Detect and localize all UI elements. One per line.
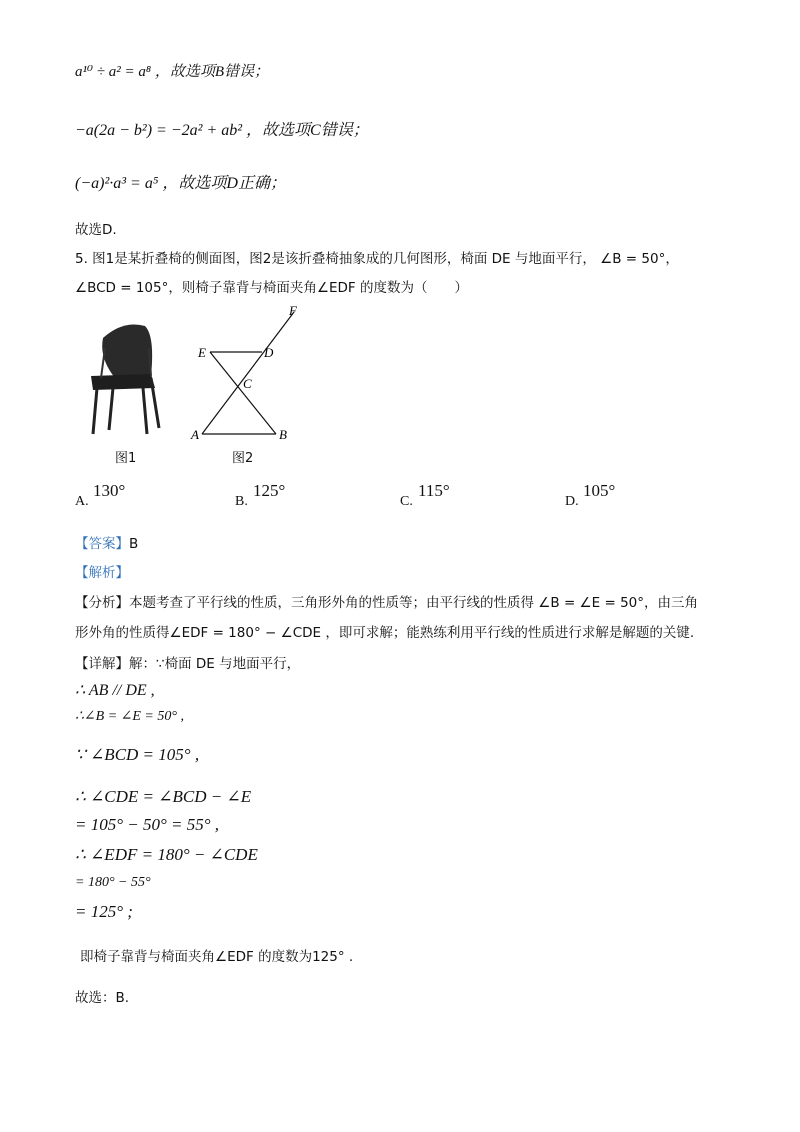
option-b-value: 125°	[253, 481, 286, 500]
detail-step-2: ∴∠B = ∠E = 50° ,	[75, 709, 184, 724]
geometry-diagram	[190, 300, 310, 445]
answer-line	[75, 532, 138, 552]
detail-step-1: ∴ AB // DE ,	[75, 682, 155, 699]
detail-step-6: ∴ ∠EDF = 180° − ∠CDE	[75, 845, 258, 864]
option-a-letter: A.	[75, 494, 89, 509]
answer-tag: 【答案】	[75, 536, 129, 552]
option-d-letter: D.	[565, 494, 579, 509]
detail-step-3: ∵ ∠BCD = 105° ,	[75, 745, 200, 764]
detail-conclusion: 即椅子靠背与椅面夹角∠EDF 的度数为125° .	[80, 949, 354, 965]
option-d-value: 105°	[583, 481, 616, 500]
prev-line-c: −a(2a − b²) = −2a² + ab² ，故选项C错误；	[75, 122, 369, 139]
detail-line-1: 【详解】解：∵椅面 DE 与地面平行，	[75, 656, 301, 672]
analysis-line-2: 形外角的性质得∠EDF = 180° − ∠CDE ，即可求解；能熟练利用平行线的性质进行求解是解题的关键.	[75, 625, 695, 641]
option-c-value: 115°	[418, 481, 450, 500]
caption-figure-1: 图1	[115, 451, 137, 466]
label-d: D	[264, 345, 274, 360]
detail-final: 故选：B.	[75, 990, 130, 1006]
prev-choice: 故选D.	[75, 222, 117, 238]
detail-step-8: = 125° ;	[75, 902, 133, 921]
label-e: E	[198, 345, 206, 360]
prev-line-d: (−a)²·a³ = a⁵ ，故选项D正确；	[75, 175, 286, 192]
answer-value: B	[129, 536, 139, 552]
caption-figure-2: 图2	[232, 451, 254, 466]
label-f: F	[289, 303, 297, 318]
option-b-letter: B.	[235, 494, 248, 509]
label-b: B	[279, 427, 287, 442]
analysis-tag: 【解析】	[75, 565, 129, 581]
option-a-value: 130°	[93, 481, 126, 500]
question-line-2: ∠BCD = 105°，则椅子靠背与椅面夹角∠EDF 的度数为（ ）	[75, 280, 468, 296]
analysis-line-1: 【分析】本题考查了平行线的性质，三角形外角的性质等；由平行线的性质得 ∠B = ∠E = 50°，由三角	[75, 595, 699, 611]
chair-photo	[85, 318, 165, 438]
label-c: C	[243, 376, 252, 391]
label-a: A	[191, 427, 199, 442]
question-line-1: 5. 图1是某折叠椅的侧面图，图2是该折叠椅抽象成的几何图形，椅面 DE 与地面平行， ∠B = 50°，	[75, 251, 679, 267]
detail-step-5: = 105° − 50° = 55° ,	[75, 815, 220, 834]
prev-line-b: a¹⁰ ÷ a² = a⁸ ，故选项B错误；	[75, 64, 269, 80]
detail-step-4: ∴ ∠CDE = ∠BCD − ∠E	[75, 787, 252, 806]
option-c-letter: C.	[400, 494, 413, 509]
detail-step-7: = 180° − 55°	[75, 875, 151, 890]
